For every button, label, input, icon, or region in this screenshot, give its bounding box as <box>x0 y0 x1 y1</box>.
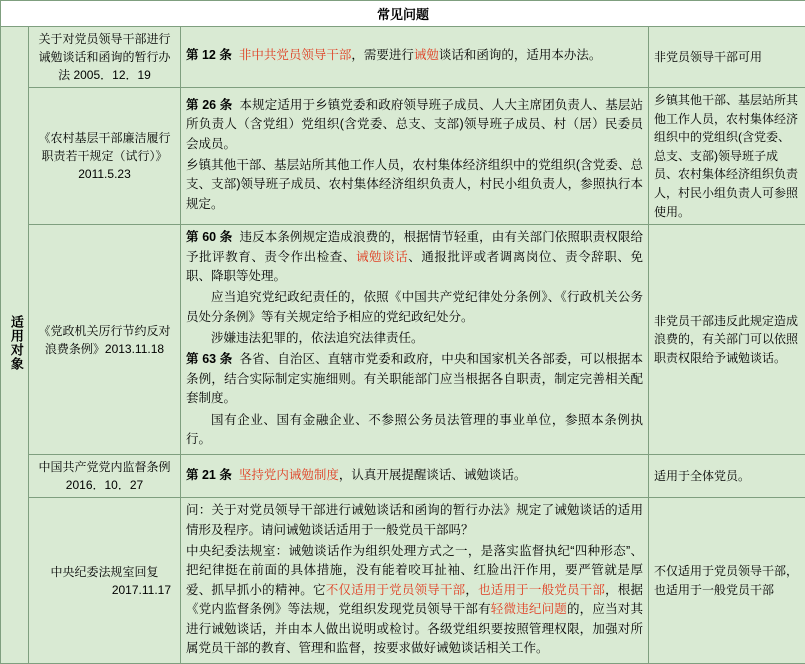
content-paragraph <box>186 228 643 286</box>
note-text: 适用于全体党员。 <box>654 469 750 483</box>
content-text: 的，应当对其进行诫勉谈话，并由本人做出说明或检讨。各级党组织要按照管理权限，加强对所属党员干部的教育、管理和监督，按要求做好诫勉谈话相关工作。 <box>186 602 643 655</box>
table-row <box>1 455 805 498</box>
source-text: 关于对党员领导干部进行诫勉谈话和函询的暂行办法 2005．12．19 <box>38 32 170 82</box>
note-cell <box>649 27 805 88</box>
note-text: 不仅适用于党员领导干部，也适用于一般党员干部 <box>654 564 798 597</box>
content-text: ，根据《党内监督条例》等法规，党组织发现党员领导干部有 <box>186 583 643 616</box>
note-cell <box>649 498 805 664</box>
table-title-row <box>1 1 805 27</box>
source-text: 《党政机关厉行节约反对浪费条例》2013.11.18 <box>38 324 170 356</box>
content-paragraph <box>186 411 643 450</box>
article-number: 第 60 条 <box>186 230 232 244</box>
content-paragraph <box>186 329 643 348</box>
highlight-text: 坚持党内诫勉制度 <box>239 468 339 482</box>
highlight-text: 诫勉 <box>414 48 439 62</box>
content-text: 应当追究党纪政纪责任的，依照《中国共产党纪律处分条例》、《行政机关公务员处分条例》等有关规定给予相应的党纪政纪处分。 <box>186 290 643 323</box>
source-cell <box>29 27 181 88</box>
content-text: 、通报批评或者调离岗位、责令辞职、免职、降职等处理。 <box>186 250 643 283</box>
highlight-text: 轻微违纪问题 <box>491 602 567 616</box>
content-text: 本规定适用于乡镇党委和政府领导班子成员、人大主席团负责人、基层站所负责人（含党组）党组织(含党委、总支、支部)领导班子成员、村（居）民委员会成员。 <box>186 98 643 151</box>
content-text: 各省、自治区、直辖市党委和政府，中央和国家机关各部委，可以根据本条例，结合实际制定实施细则。有关职能部门应当根据各自职责，制定完善相关配套制度。 <box>186 352 643 405</box>
source-date: 2017.11.17 <box>34 581 175 599</box>
content-paragraph <box>186 501 643 540</box>
content-text: 违反本条例规定造成浪费的，根据情节轻重，由有关部门依照职责权限给予批评教育、责令作出检查、 <box>186 230 643 263</box>
content-paragraph <box>186 46 643 65</box>
content-cell <box>181 88 649 225</box>
note-cell <box>649 225 805 455</box>
source-cell <box>29 88 181 225</box>
content-text: 乡镇其他干部、基层站所其他工作人员，农村集体经济组织中的党组织(含党委、总支、支部)领导班子成员、农村集体经济组织负责人，村民小组负责人，参照执行本规定。 <box>186 158 643 211</box>
content-text: 问：关于对党员领导干部进行诫勉谈话和函询的暂行办法》规定了诫勉谈话的适用情形及程序。请问诫勉谈话适用于一般党员干部吗？ <box>186 503 643 536</box>
article-number: 第 21 条 <box>186 468 232 482</box>
content-paragraph <box>186 288 643 327</box>
content-cell <box>181 27 649 88</box>
highlight-text: 非中共党员领导干部 <box>239 48 352 62</box>
content-cell <box>181 225 649 455</box>
content-text: 中央纪委法规室：诫勉谈话作为组织处理方式之一，是落实监督执纪“四种形态”、把纪律挺在前面的具体措施，没有能着咬耳扯袖、红脸出汗作用，要严管就是厚爱、抓早抓小的精神。它 <box>186 544 643 597</box>
source-cell <box>29 498 181 664</box>
content-paragraph <box>186 542 643 658</box>
content-paragraph <box>186 466 643 485</box>
article-number: 第 12 条 <box>186 48 232 62</box>
note-cell <box>649 455 805 498</box>
content-text: ， <box>465 583 478 597</box>
source-cell <box>29 225 181 455</box>
content-cell <box>181 455 649 498</box>
source-text: 中国共产党党内监督条例 2016．10．27 <box>38 460 170 492</box>
page-title: 常见问题 <box>1 1 805 27</box>
table-row <box>1 225 805 455</box>
note-text: 非党员领导干部可用 <box>654 50 762 64</box>
content-paragraph <box>186 350 643 408</box>
source-cell <box>29 455 181 498</box>
content-cell <box>181 498 649 664</box>
highlight-text: 也适用于一般党员干部 <box>478 583 605 597</box>
article-number: 第 26 条 <box>186 98 232 112</box>
highlight-text: 不仅适用于党员领导干部 <box>326 583 466 597</box>
highlight-text: 诫勉谈话 <box>356 250 408 264</box>
article-number: 第 63 条 <box>186 352 232 366</box>
content-paragraph <box>186 156 643 214</box>
note-text: 乡镇其他干部、基层站所其他工作人员，农村集体经济组织中的党组织(含党委、总支、支部)领导班子成员、农村集体经济组织负责人，村民小组负责人可参照使用。 <box>654 93 798 219</box>
source-text: 中央纪委法规室回复 <box>34 563 175 581</box>
note-cell <box>649 88 805 225</box>
row-group-label-text: 适用对象 <box>6 315 25 371</box>
note-text: 非党员干部违反此规定造成浪费的，有关部门可以依照职责权限给予诫勉谈话。 <box>654 314 798 365</box>
source-text: 《农村基层干部廉洁履行职责若干规定（试行）》2011.5.23 <box>38 131 170 181</box>
row-group-label <box>1 27 29 664</box>
content-text: 涉嫌违法犯罪的，依法追究法律责任。 <box>211 331 424 345</box>
content-text: 谈话和函询的，适用本办法。 <box>439 48 602 62</box>
content-text: ，需要进行 <box>351 48 414 62</box>
table-row <box>1 88 805 225</box>
content-text: 国有企业、国有金融企业、不参照公务员法管理的事业单位，参照本条例执行。 <box>186 413 643 446</box>
table-row <box>1 498 805 664</box>
table-row <box>1 27 805 88</box>
content-paragraph <box>186 96 643 154</box>
content-text: ，认真开展提醒谈话、诫勉谈话。 <box>339 468 527 482</box>
